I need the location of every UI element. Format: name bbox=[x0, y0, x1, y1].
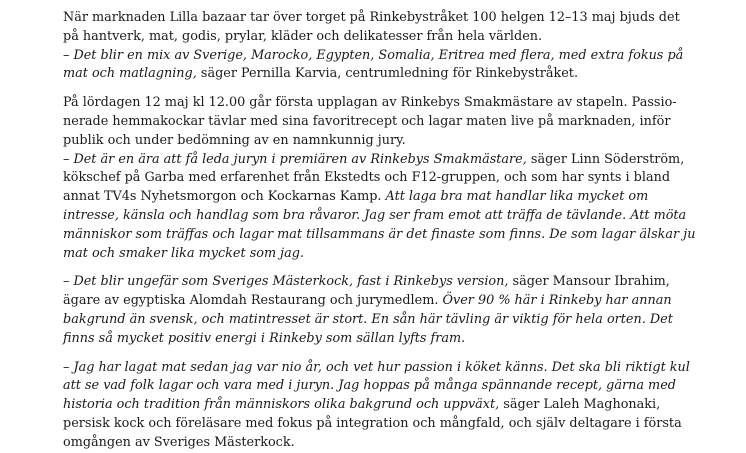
quote-text: – Det blir en mix av Sverige, Marocko, Egypten, Somalia, Eritrea med flera, med extra fokus på bbox=[63, 47, 684, 63]
text-line bbox=[63, 94, 735, 113]
body-text: nerade hemmakockar tävlar med sina favoritrecept och lagar maten live på marknaden, inför bbox=[63, 113, 671, 129]
quote-text: intresse, känsla och handlag som bra råvaror. Jag ser fram emot att träffa de tävlande. Att möta bbox=[63, 207, 687, 223]
text-line bbox=[63, 415, 735, 434]
article-paragraph bbox=[63, 94, 735, 263]
text-line bbox=[63, 169, 735, 188]
quote-text: finns så mycket positiv energi i Rinkeby som sällan lyfts fram. bbox=[63, 330, 466, 346]
quote-text: människor som träffas och lagar mat tillsammans är det finaste som finns. De som lagar älskar ju bbox=[63, 226, 696, 242]
text-line bbox=[63, 434, 735, 453]
text-line bbox=[63, 151, 735, 170]
text-line bbox=[63, 47, 735, 66]
body-text: persisk kock och föreläsare med fokus på integration och mångfald, och själv deltagare i första bbox=[63, 415, 682, 431]
body-text: på hantverk, mat, godis, prylar, kläder och delikatesser från hela världen. bbox=[63, 28, 543, 44]
text-line bbox=[63, 330, 735, 349]
quote-text: – Jag har lagat mat sedan jag var nio år, och vet hur passion i köket känns. Det ska bli riktigt kul bbox=[63, 359, 690, 375]
text-line bbox=[63, 113, 735, 132]
quote-text: – Det blir ungefär som Sveriges Mästerkock, fast i Rinkebys version, bbox=[63, 274, 509, 290]
quote-text: historia och tradition från människors olika bakgrund och uppväxt, bbox=[63, 397, 500, 413]
text-line bbox=[63, 132, 735, 151]
text-line bbox=[63, 245, 735, 264]
text-line bbox=[63, 396, 735, 415]
text-line bbox=[63, 273, 735, 292]
article-paragraph bbox=[63, 273, 735, 348]
body-text: publik och under bedömning av en namnkunnig jury. bbox=[63, 132, 406, 148]
text-line bbox=[63, 359, 735, 378]
text-line bbox=[63, 226, 735, 245]
quote-text: att se vad folk lagar och vara med i juryn. Jag hoppas på många spännande recept, gärna med bbox=[63, 378, 676, 394]
quote-text: mat och smaker lika mycket som jag. bbox=[63, 245, 305, 261]
text-line bbox=[63, 9, 735, 28]
body-text: ägare av egyptiska Alomdah Restaurang och jurymedlem. bbox=[63, 293, 439, 309]
body-text: omgången av Sveriges Mästerkock. bbox=[63, 434, 295, 450]
text-line bbox=[63, 311, 735, 330]
body-text: säger Laleh Maghonaki, bbox=[499, 397, 661, 413]
body-text: kökschef på Garba med erfarenhet från Ekstedts och F12-gruppen, och som har synts i bland bbox=[63, 170, 671, 186]
quote-text: bakgrund än svensk, och matintresset är stort. En sån här tävling är viktig för hela orten. Det bbox=[63, 311, 673, 327]
quote-text: mat och matlagning, bbox=[63, 66, 197, 82]
text-line bbox=[63, 207, 735, 226]
article-paragraph bbox=[63, 359, 735, 453]
article-body bbox=[63, 9, 735, 453]
text-line bbox=[63, 292, 735, 311]
article-paragraph bbox=[63, 9, 735, 84]
body-text: säger Linn Söderström, bbox=[526, 151, 685, 167]
text-line bbox=[63, 65, 735, 84]
body-text: På lördagen 12 maj kl 12.00 går första upplagan av Rinkebys Smakmästare av stapeln. Passio- bbox=[63, 95, 677, 111]
body-text: annat TV4s Nyhetsmorgon och Kockarnas Kamp. bbox=[63, 189, 382, 205]
body-text: säger Mansour Ibrahim, bbox=[508, 274, 670, 290]
text-line bbox=[63, 188, 735, 207]
quote-text: Över 90 % här i Rinkeby har annan bbox=[438, 293, 672, 309]
text-line bbox=[63, 28, 735, 47]
body-text: När marknaden Lilla bazaar tar över torget på Rinkebystråket 100 helgen 12–13 maj bjuds det bbox=[63, 10, 680, 25]
body-text: säger Pernilla Karvia, centrumledning för Rinkebystråket. bbox=[196, 66, 579, 82]
text-line bbox=[63, 377, 735, 396]
quote-text: Att laga bra mat handlar lika mycket om bbox=[381, 189, 649, 205]
quote-text: – Det är en ära att få leda juryn i premiären av Rinkebys Smakmästare, bbox=[63, 151, 527, 167]
